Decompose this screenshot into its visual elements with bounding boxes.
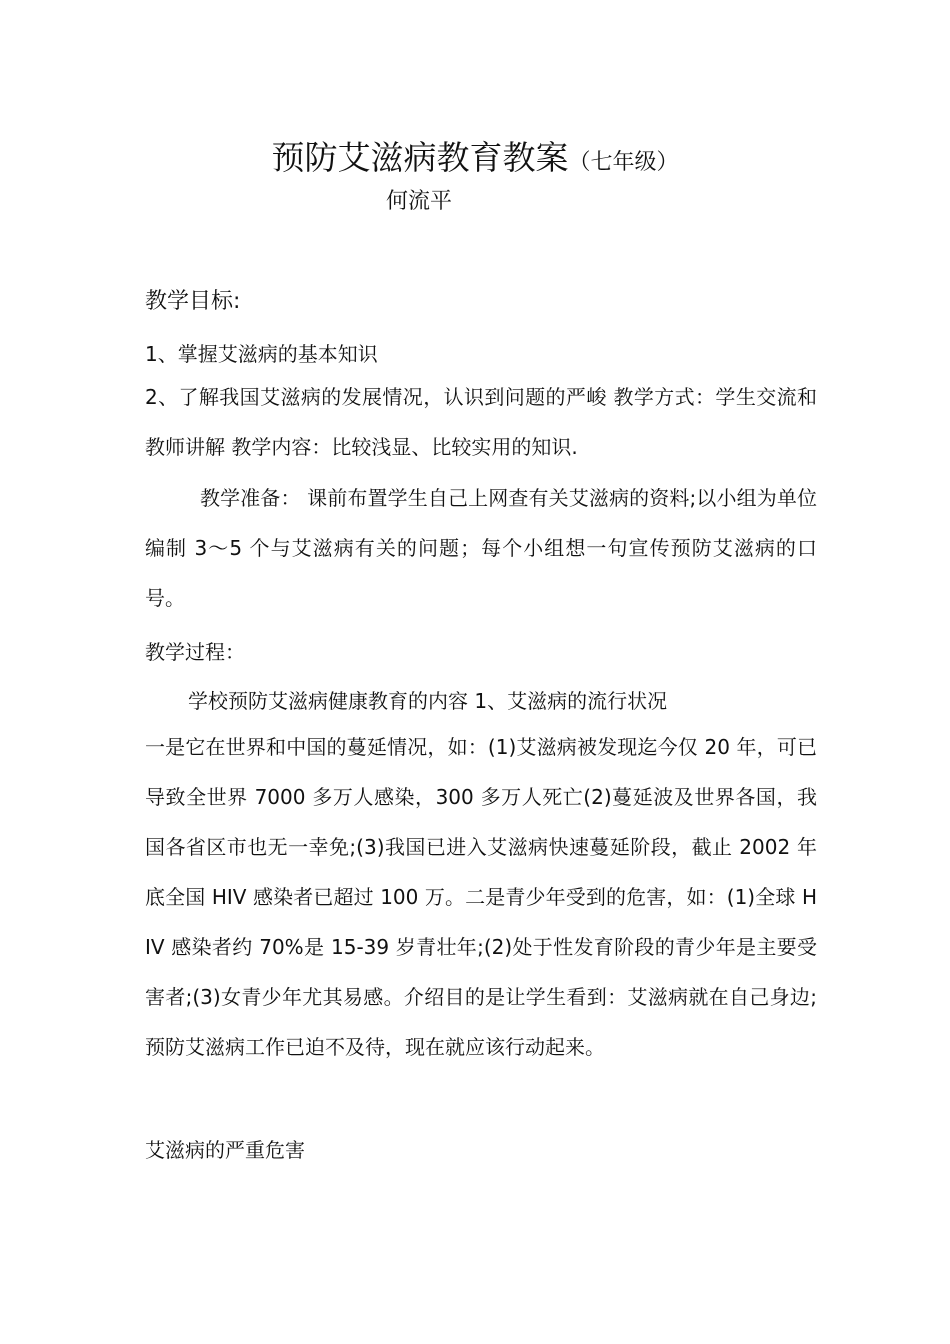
document-title: 预防艾滋病教育教案 (271, 138, 569, 177)
harm-heading: 艾滋病的严重危害 (145, 1138, 305, 1162)
grade-label: （七年级） (568, 150, 679, 175)
author-name: 何流平 (386, 189, 453, 214)
objective-2-paragraph: 2、了解我国艾滋病的发展情况，认识到问题的严峻 教学方式：学生交流和教师讲解 教学内容：比较浅显、比较实用的知识. (145, 385, 817, 459)
process-heading: 教学过程： (145, 640, 245, 664)
objective-1: 1、掌握艾滋病的基本知识 (145, 342, 378, 366)
spread-paragraph: 一是它在世界和中国的蔓延情况，如：(1)艾滋病被发现迄今仅 20 年，可已导致全世界 7000 多万人感染，300 多万人死亡(2)蔓延波及世界各国，我国各省区市也无一幸免;(3)我国已进入艾滋病快速蔓延阶段，截止 2002 年底全国 HIV 感染者已超过 100 万。二是青少年受到的危害，如：(1)全球 HIV 感染者约 70%是 15-39 岁青壮年;(2)处于性发育阶段的青少年是主要受害者;(3)女青少年尤其易感。介绍目的是让学生看到：艾滋病就在自己身边;预防艾滋病工作已迫不及待，现在就应该行动起来。 (145, 735, 817, 1059)
preparation-paragraph: 教学准备： 课前布置学生自己上网查有关艾滋病的资料;以小组为单位编制 3～5 个与艾滋病有关的问题；每个小组想一句宣传预防艾滋病的口号。 (145, 486, 817, 610)
process-intro: 学校预防艾滋病健康教育的内容 1、艾滋病的流行状况 (188, 689, 668, 713)
objectives-heading: 教学目标: (145, 289, 241, 314)
document-title-line (0, 132, 950, 179)
